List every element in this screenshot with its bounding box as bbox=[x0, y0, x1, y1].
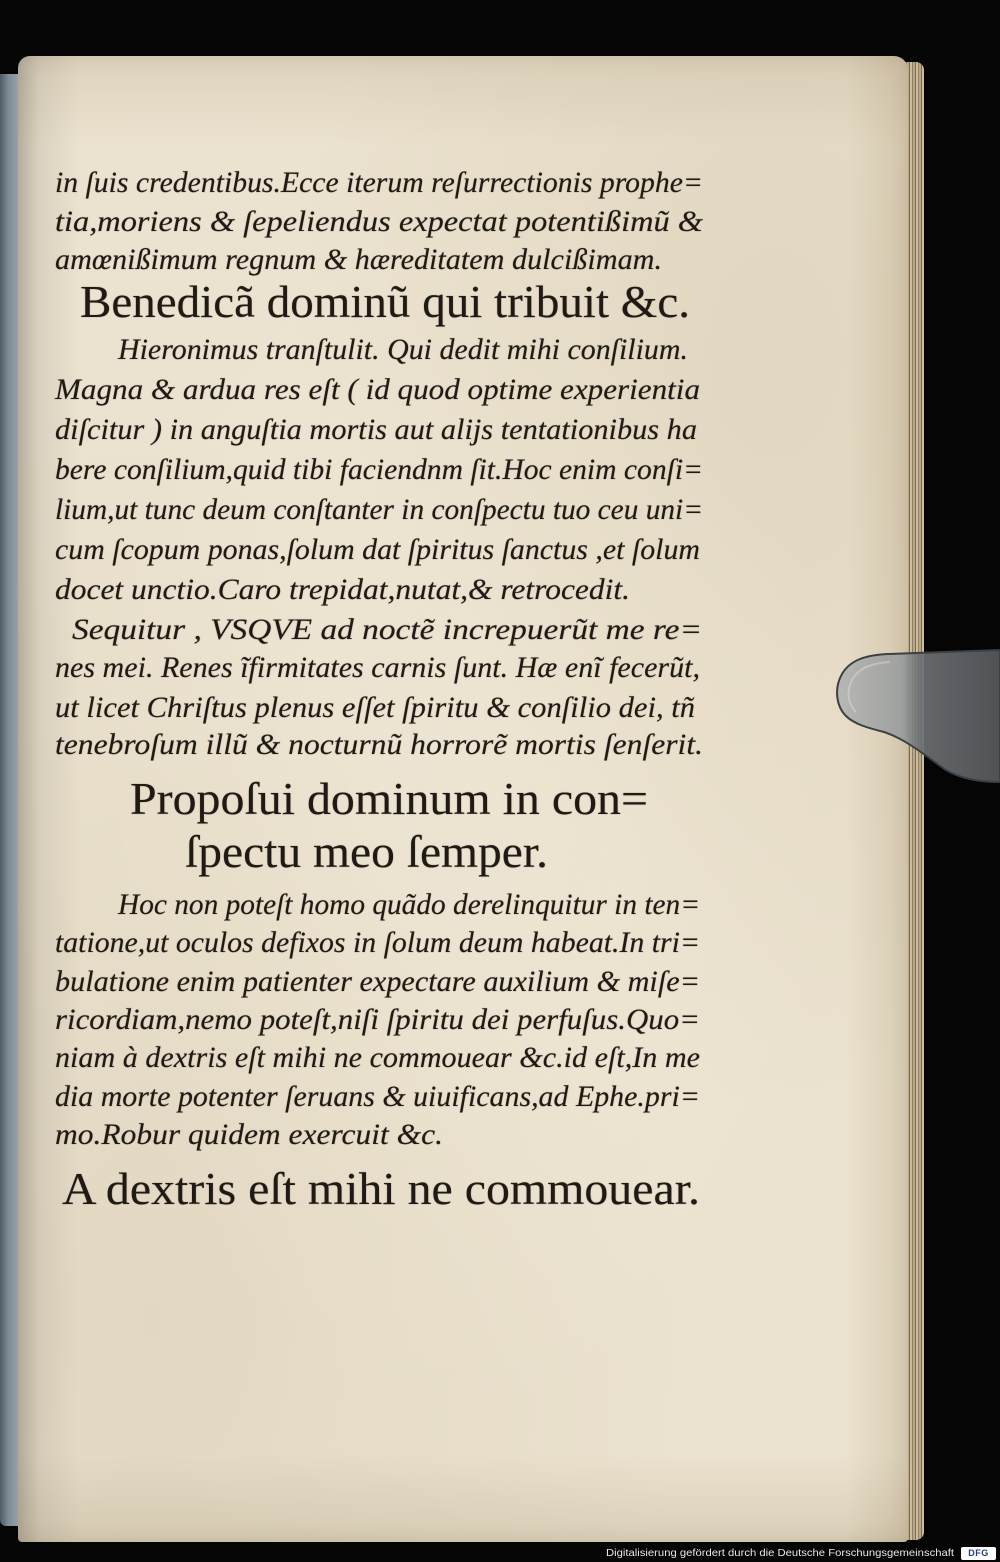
text-line: tia,moriens & ſepeliendus expectat potentißimũ & bbox=[55, 205, 703, 238]
text-line: niam à dextris eſt mihi ne commouear &c.id eſt,In me bbox=[55, 1041, 700, 1074]
digitization-footer bbox=[0, 1545, 1000, 1562]
text-line: ricordiam,nemo poteſt,niſi ſpiritu dei perfuſus.Quo= bbox=[55, 1003, 700, 1036]
text-line: mo.Robur quidem exercuit &c. bbox=[55, 1118, 443, 1151]
text-line: cum ſcopum ponas,ſolum dat ſpiritus ſanctus ,et ſolum bbox=[55, 533, 700, 566]
text-line: lium,ut tunc deum conſtanter in conſpectu tuo ceu uni= bbox=[55, 493, 703, 526]
funding-credit: Digitalisierung gefördert durch die Deutsche Forschungsgemeinschaft bbox=[606, 1547, 954, 1559]
text-line: Hoc non poteſt homo quãdo derelinquitur in ten= bbox=[118, 888, 700, 921]
text-line: nes mei. Renes ĩfirmitates carnis ſunt. Hæ enĩ fecerũt, bbox=[55, 651, 700, 684]
text-line: Sequitur , VSQVE ad noctẽ increpuerũt me re= bbox=[72, 613, 702, 646]
text-line: amœnißimum regnum & hæreditatem dulcißimam. bbox=[55, 243, 662, 276]
text-line: bere conſilium,quid tibi faciendnm ſit.Hoc enim conſi= bbox=[55, 453, 703, 486]
text-line: in ſuis credentibus.Ecce iterum reſurrectionis prophe= bbox=[55, 166, 703, 199]
text-line: tatione,ut oculos defixos in ſolum deum habeat.In tri= bbox=[55, 926, 700, 959]
text-line: Magna & ardua res eſt ( id quod optime experientia bbox=[55, 373, 700, 406]
text-line: tenebroſum illũ & nocturnũ horrorẽ mortis ſenſerit. bbox=[55, 728, 703, 761]
text-line: dia morte potenter ſeruans & uiuificans,ad Ephe.pri= bbox=[55, 1080, 700, 1113]
text-line: ut licet Chriſtus plenus eſſet ſpiritu & conſilio dei, tñ bbox=[55, 691, 695, 724]
text-line: docet unctio.Caro trepidat,nutat,& retrocedit. bbox=[55, 573, 630, 606]
page-clip bbox=[828, 640, 1000, 785]
dfg-logo: DFG bbox=[961, 1547, 996, 1560]
text-line: bulatione enim patienter expectare auxilium & miſe= bbox=[55, 965, 700, 998]
verse-heading: Benedicã dominũ qui tribuit &c. bbox=[80, 276, 690, 327]
verse-heading: A dextris eſt mihi ne commouear. bbox=[62, 1163, 700, 1214]
verse-heading: Propoſui dominum in con= bbox=[130, 773, 648, 824]
verse-heading: ſpectu meo ſemper. bbox=[185, 826, 548, 877]
text-line: Hieronimus tranſtulit. Qui dedit mihi conſilium. bbox=[118, 333, 688, 366]
text-line: diſcitur ) in anguſtia mortis aut alijs tentationibus ha bbox=[55, 413, 697, 446]
